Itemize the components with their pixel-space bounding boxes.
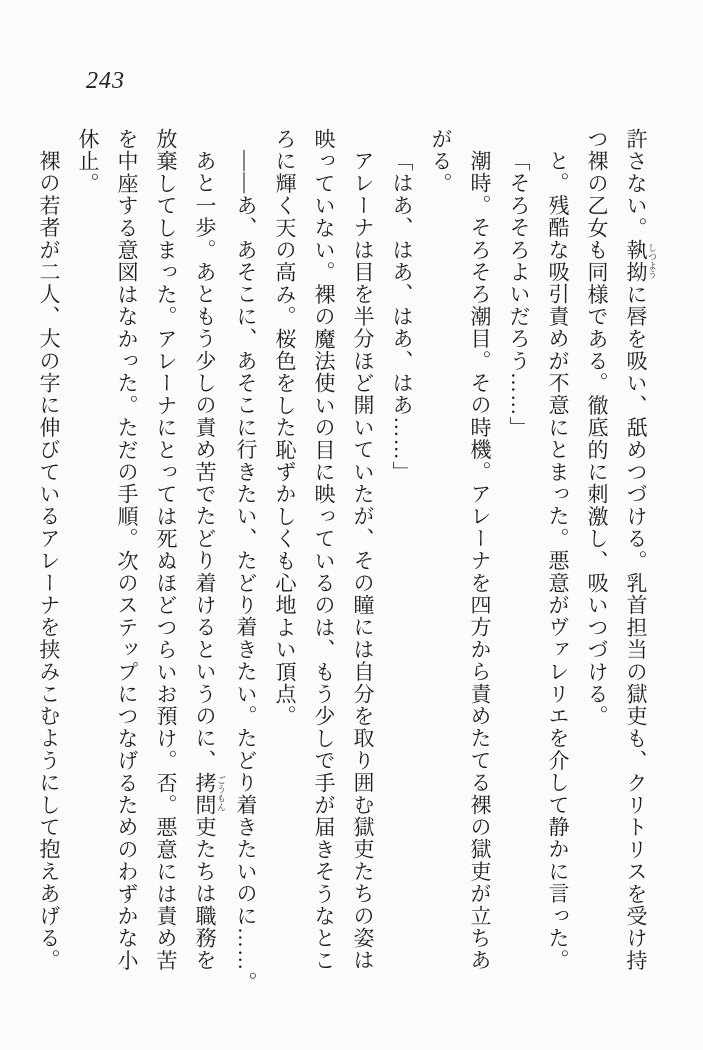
text-column-11: ――あ、あそこに、あそこに行きたい、たどり着きたい。たどり着きたいのに……。 [234,150,258,994]
text-column-8: アレーナは目を半分ほど開いていたが、その瞳には自分を取り囲む獄吏たちの姿は [351,150,375,972]
text-segment: 許さない。 [624,128,648,239]
text-column-1 [616,128,657,984]
furigana: しつよう [647,239,657,284]
text-column-2: つ裸の乙女も同様である。徹底的に刺激し、吸いつづける。 [585,128,609,728]
text-column-12 [185,128,226,984]
text-segment: あと一歩。あともう少しの責め苦でたどり着けるというのに、 [193,150,217,772]
text-segment: に唇を吸い、舐めつづける。乳首担当の獄吏も、クリトリスを受け持 [624,283,648,972]
text-column-6: がる。 [429,128,453,195]
page-number: 243 [86,68,125,94]
ruby-base: 拷問 [193,771,217,817]
text-column-7-dialogue: 「はあ、はあ、はあ、はあ……」 [390,150,414,483]
text-column-16: 裸の若者が二人、大の字に伸びているアレーナを挟みこむようにして抱えあげる。 [37,150,61,972]
text-column-13: 放棄してしまった。アレーナにとっては死ぬほどつらいお預け。否。悪意には責め苦 [154,128,178,972]
text-column-3: と。残酷な吸引責めが不意にとまった。悪意がヴァレリエを介して静かに言った。 [546,150,570,972]
text-column-4-dialogue: 「そろそろよいだろう……」 [507,150,531,439]
ruby-goumon [193,771,226,817]
text-column-10: ろに輝く天の高み。桜色をした恥ずかしくも心地よい頂点。 [273,128,297,728]
text-column-15: 休止。 [76,128,100,195]
ruby-base: 執拗 [624,239,648,284]
ruby-shitsuyou [624,239,657,284]
text-column-5: 潮時。そろそろ潮目。その時機。アレーナを四方から責めたてる裸の獄吏が立ちあ [468,150,492,972]
furigana: ごうもん [216,771,226,817]
text-column-9: 映っていない。裸の魔法使いの目に映っているのは、もう少しで手が届きそうなとこ [312,128,336,972]
text-segment: 吏たちは職務を [193,816,217,972]
vertical-text-area [29,128,657,994]
text-column-14: を中座する意図はなかった。ただの手順。次のステップにつなげるためのわずかな小 [115,128,139,972]
